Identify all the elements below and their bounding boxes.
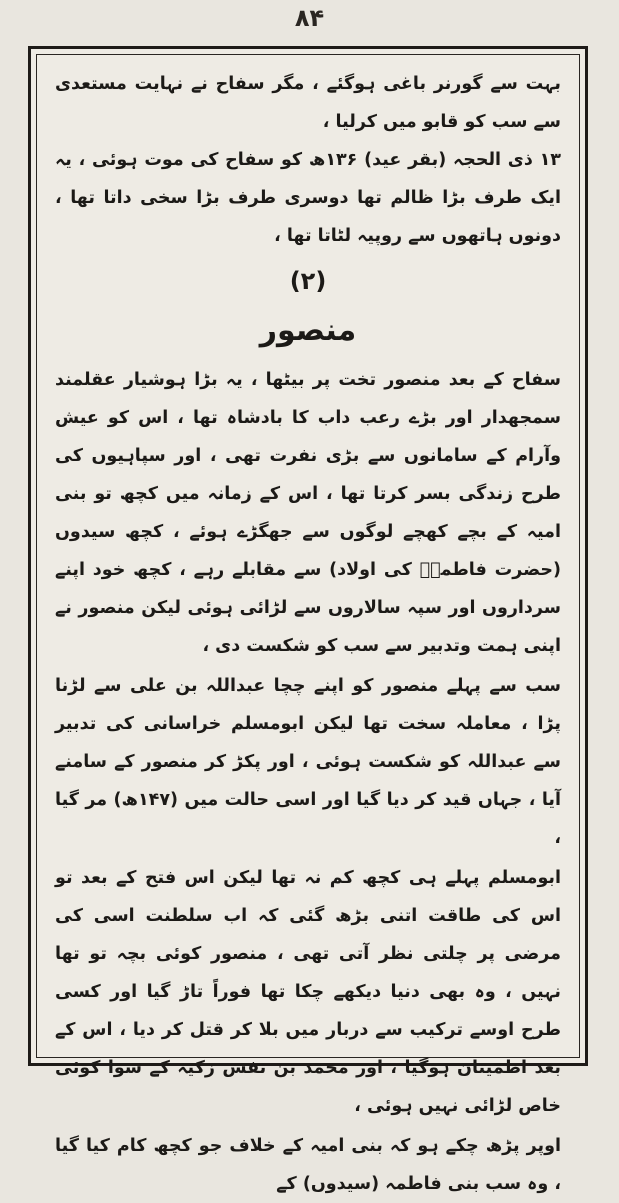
body-paragraph: سب سے پہلے منصور کو اپنے چچا عبداللہ بن علی سے لڑنا پڑا ، معاملہ سخت تھا لیکن ابومسلم خراسانی کی تدبیر سے عبداللہ کو شکست ہوئی ، اور پکڑ کر منصور کے سامنے آیا ، جہاں قید کر دیا گیا اور اسی حالت میں (۱۴۷ھ) مر گیا ، <box>55 676 562 848</box>
intro-paragraph: بہت سے گورنر باغی ہوگئے ، مگر سفاح نے نہایت مستعدی سے سب کو قابو میں کرلیا ، <box>55 74 561 132</box>
page-body <box>49 65 567 1194</box>
page-border <box>28 46 588 1194</box>
body-paragraph: سفاح کے بعد منصور تخت پر بیٹھا ، یہ بڑا ہوشیار عقلمند سمجھدار اور بڑے رعب داب کا بادشاہ تھا ، اس کو عیش وآرام کے سامانوں سے بڑی نفرت تھی ، اور سپاہیوں کی طرح زندگی بسر کرتا تھا ، اس کے زمانہ میں کچھ تو بنی امیہ کے بچے کھچے لوگوں سے جھگڑے ہوئے ، کچھ سیدوں (حضرت فاطمہؓ کی اولاد) سے مقابلے رہے ، کچھ خود اپنے سرداروں اور سپہ سالاروں سے لڑائی ہوئی لیکن منصور نے اپنی ہمت وتدبیر سے سب کو شکست دی ، <box>55 370 561 656</box>
death-paragraph: ۱۳ ذی الحجہ (بقر عید) ۱۳۶ھ کو سفاح کی موت ہوئی ، یہ ایک طرف بڑا ظالم تھا دوسری طرف بڑا سخی داتا تھا ، دونوں ہاتھوں سے روپیہ لٹاتا تھا ، <box>55 150 561 246</box>
section-title: منصور <box>259 313 357 348</box>
page-number: ۸۴ <box>294 4 325 32</box>
section-number: (۲) <box>289 267 327 295</box>
body-paragraph: اوپر پڑھ چکے ہو کہ بنی امیہ کے خلاف جو کچھ کام کیا گیا ، وہ سب بنی فاطمہ (سیدوں) کے <box>55 1136 561 1194</box>
page-inner-border <box>36 54 580 1194</box>
body-paragraph: ابومسلم پہلے ہی کچھ کم نہ تھا لیکن اس فتح کے بعد تو اس کی طاقت اتنی بڑھ گئی کہ اب سلطنت اسی کی مرضی پر چلتی نظر آتی تھی ، منصور کوئی بچہ تو تھا نہیں ، وہ بھی دنیا دیکھے چکا تھا فوراً تاڑ گیا اور کسی طرح اوسے ترکیب سے دربار میں بلا کر قتل کر دیا ، اس کے بعد اطمینان ہوگیا ، اور محمد بن نفس زکیہ کے سوا کوئی خاص لڑائی نہیں ہوئی ، <box>55 868 561 1116</box>
